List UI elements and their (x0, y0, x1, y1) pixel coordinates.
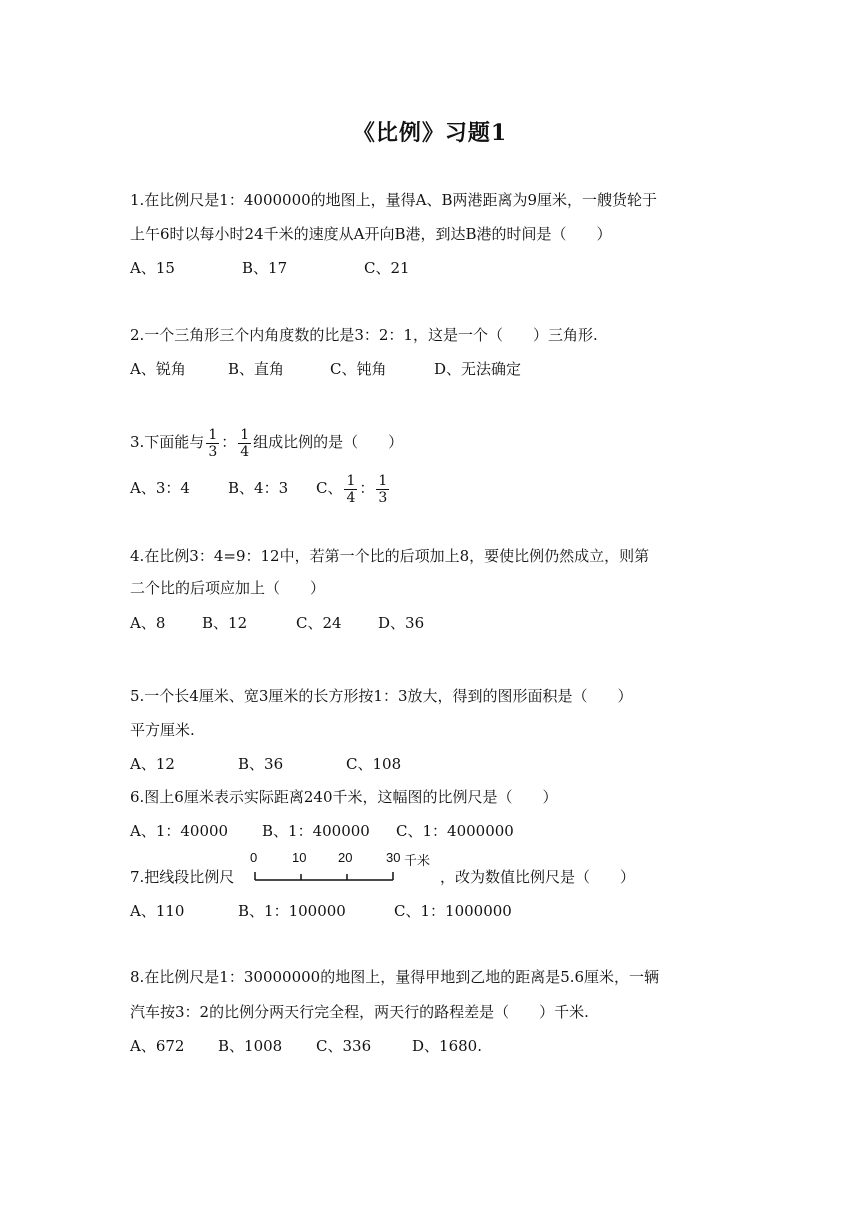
option-d: D、1680. (412, 1037, 482, 1055)
question-4-line-1: 4.在比例3：4=9：12中，若第一个比的后项加上8，要使比例仍然成立，则第 (130, 547, 650, 565)
question-3-suffix: 组成比例的是（ ） (253, 433, 404, 451)
option-a: A、1：40000 (130, 822, 229, 840)
question-4-line-2: 二个比的后项应加上（ ） (130, 579, 326, 597)
scale-ruler (250, 848, 460, 888)
question-7-prefix: 7.把线段比例尺 (130, 868, 235, 886)
option-b: B、1008 (218, 1037, 283, 1055)
option-a: A、锐角 (130, 360, 186, 378)
option-b: B、直角 (228, 360, 285, 378)
fraction-one-third (206, 427, 219, 460)
option-c: C、1：4000000 (396, 822, 514, 840)
option-a: A、15 (130, 259, 175, 277)
question-3-prefix: 3.下面能与 (130, 433, 205, 451)
option-b: B、1：400000 (262, 822, 370, 840)
question-2-line-1: 2.一个三角形三个内角度数的比是3：2：1，这是一个（ ）三角形. (130, 326, 598, 344)
option-c: C、1：1000000 (394, 902, 512, 920)
option-c (316, 470, 391, 506)
option-a: A、672 (130, 1037, 185, 1055)
option-a: A、8 (130, 614, 166, 632)
scale-label-0: 0 (250, 850, 258, 865)
fraction-numerator: 1 (240, 426, 250, 443)
question-7-suffix: ，改为数值比例尺是（ ） (440, 868, 636, 886)
ratio-separator: ： (359, 479, 375, 497)
fraction-denominator: 3 (378, 489, 388, 506)
question-5-line-2: 平方厘米. (130, 721, 195, 739)
question-6-line-1: 6.图上6厘米表示实际距离240千米，这幅图的比例尺是（ ） (130, 788, 558, 806)
option-b: B、4：3 (228, 479, 289, 497)
option-c: C、24 (296, 614, 342, 632)
question-7-line-1 (130, 867, 636, 887)
option-d: D、36 (378, 614, 425, 632)
fraction-denominator: 4 (346, 489, 356, 506)
fraction-denominator: 4 (240, 443, 250, 460)
scale-unit: 千米 (404, 853, 431, 868)
option-b: B、1：100000 (238, 902, 346, 920)
option-b: B、36 (238, 755, 284, 773)
question-5-line-1: 5.一个长4厘米、宽3厘米的长方形按1：3放大，得到的图形面积是（ ） (130, 687, 633, 705)
fraction-one-third (376, 473, 389, 506)
option-c-prefix: C、 (316, 479, 343, 497)
option-c: C、钝角 (330, 360, 387, 378)
option-c: C、336 (316, 1037, 372, 1055)
fraction-numerator: 1 (346, 472, 356, 489)
question-3-line-1 (130, 424, 403, 460)
question-8-line-1: 8.在比例尺是1：30000000的地图上，量得甲地到乙地的距离是5.6厘米，一辆 (130, 968, 660, 986)
line-scale-bar (250, 848, 460, 888)
fraction-denominator: 3 (208, 443, 218, 460)
fraction-one-fourth (238, 427, 251, 460)
option-d: D、无法确定 (434, 360, 522, 378)
ratio-separator: ： (221, 433, 237, 451)
option-a: A、12 (130, 755, 175, 773)
fraction-one-fourth (344, 473, 357, 506)
scale-label-30: 30 (386, 850, 401, 865)
option-c: C、21 (364, 259, 410, 277)
option-a: A、110 (130, 902, 185, 920)
option-b: B、12 (202, 614, 248, 632)
option-b: B、17 (242, 259, 288, 277)
question-8-line-2: 汽车按3：2的比例分两天行完全程，两天行的路程差是（ ）千米. (130, 1003, 589, 1021)
page-title: 《比例》习题1 (352, 120, 508, 146)
scale-label-20: 20 (338, 850, 353, 865)
question-1-line-1: 1.在比例尺是1：4000000的地图上，量得A、B两港距离为9厘米，一艘货轮于 (130, 191, 658, 209)
fraction-numerator: 1 (378, 472, 388, 489)
fraction-numerator: 1 (208, 426, 218, 443)
option-c: C、108 (346, 755, 402, 773)
option-a: A、3：4 (130, 479, 190, 497)
question-1-line-2: 上午6时以每小时24千米的速度从A开向B港，到达B港的时间是（ ） (130, 225, 612, 243)
scale-label-10: 10 (292, 850, 307, 865)
